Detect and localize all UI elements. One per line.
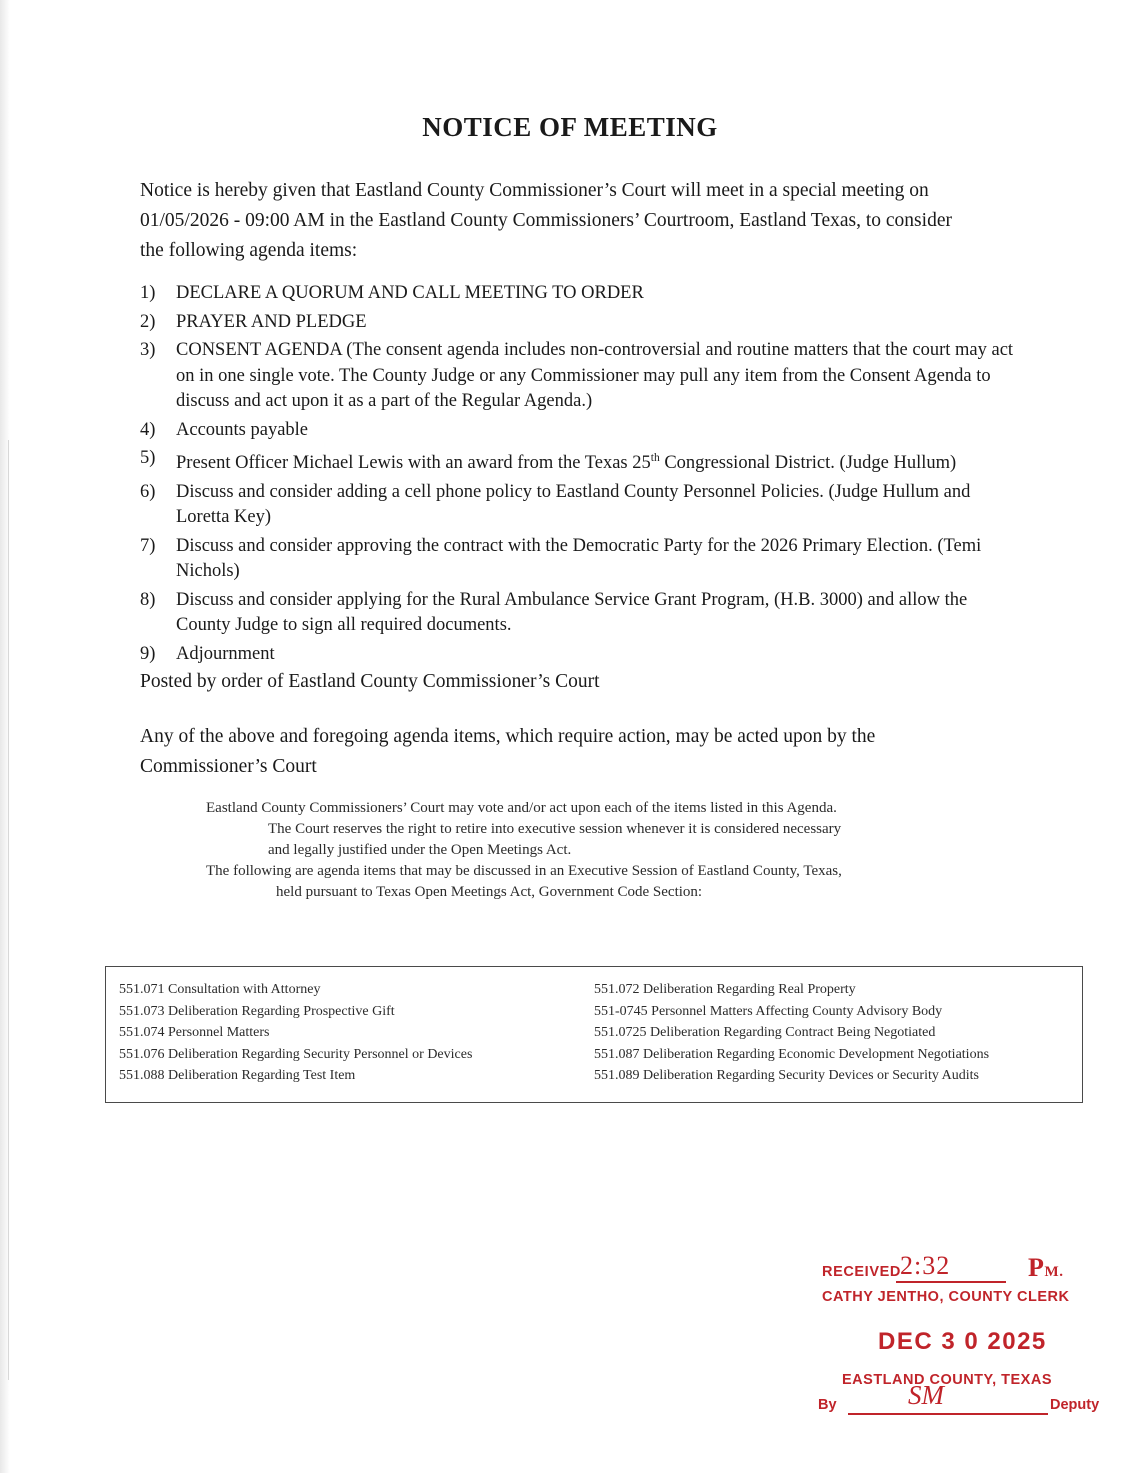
stamp-time-rule <box>896 1281 1006 1283</box>
action-note: Any of the above and foregoing agenda items, which require action, may be acted upon by the Commissioner’s Court <box>140 726 876 777</box>
list-item-number: 8) <box>140 589 156 610</box>
code-item: 551.087 Deliberation Regarding Economic Development Negotiations <box>594 1046 990 1062</box>
list-item-text: Adjournment <box>176 643 275 664</box>
list-item <box>140 534 1020 585</box>
code-item: 551.089 Deliberation Regarding Security Devices or Security Audits <box>594 1068 979 1083</box>
list-item <box>140 418 1020 444</box>
list-item-text: Discuss and consider adding a cell phone policy to Eastland County Personnel Policies. (Judge Hullum and Loretta Key) <box>176 481 971 528</box>
code-item: 551.072 Deliberation Regarding Real Property <box>594 982 856 997</box>
list-item-text: PRAYER AND PLEDGE <box>176 311 367 332</box>
list-item-number: 1) <box>140 283 156 303</box>
executive-note-line: The Court reserves the right to retire into executive session whenever it is considered necessary <box>268 821 842 837</box>
stamp-county: EASTLAND COUNTY, TEXAS <box>842 1372 1052 1388</box>
list-item-text: Accounts payable <box>176 419 309 440</box>
stamp-by-label: By <box>818 1397 837 1413</box>
list-item-number: 2) <box>140 311 156 332</box>
list-item-text: DECLARE A QUORUM AND CALL MEETING TO ORDER <box>176 283 644 303</box>
list-item <box>140 310 1020 336</box>
list-item-text: CONSENT AGENDA (The consent agenda includes non-controversial and routine matters that the court may act on in one single vote. The County Judge or any Commissioner may pull any item from the Consent Agenda to discuss and act upon it as a part of the Regular Agenda.) <box>176 340 1014 411</box>
stamp-meridiem <box>1028 1253 1064 1283</box>
posted-by-line: Posted by order of Eastland County Commissioner’s Court <box>140 671 600 692</box>
stamp-received-row <box>800 1251 1090 1285</box>
code-item: 551.074 Personnel Matters <box>119 1025 270 1040</box>
code-item: 551.076 Deliberation Regarding Security Personnel or Devices <box>119 1046 473 1062</box>
list-item-number: 5) <box>140 448 156 468</box>
list-item-number: 9) <box>140 643 156 664</box>
code-item: 551.0725 Deliberation Regarding Contract Being Negotiated <box>594 1025 936 1040</box>
list-item <box>140 281 1020 307</box>
executive-note-line: The following are agenda items that may be discussed in an Executive Session of Eastland County, Texas, <box>206 863 842 879</box>
government-code-box <box>105 966 1083 1103</box>
list-item <box>140 642 1020 668</box>
list-item-text: Discuss and consider applying for the Rural Ambulance Service Grant Program, (H.B. 3000) and allow the County Judge to sign all required documents. <box>176 589 968 636</box>
executive-note-line: held pursuant to Texas Open Meetings Act, Government Code Section: <box>276 884 703 900</box>
code-item: 551.088 Deliberation Regarding Test Item <box>119 1068 356 1083</box>
executive-session-note <box>206 798 1006 903</box>
stamp-received-label: RECEIVED <box>822 1264 901 1280</box>
list-item-number: 6) <box>140 481 156 502</box>
list-item <box>140 446 1020 477</box>
agenda-list <box>140 281 1020 670</box>
stamp-signature-rule <box>848 1413 1048 1415</box>
code-column-left <box>119 979 594 1087</box>
list-item <box>140 338 1020 415</box>
executive-note-line: and legally justified under the Open Meetings Act. <box>268 842 572 858</box>
stamp-deputy-label: Deputy <box>1050 1397 1100 1413</box>
stamp-time-value: 2:32 <box>900 1251 951 1280</box>
list-item <box>140 588 1020 639</box>
stamp-clerk-name: CATHY JENTHO, COUNTY CLERK <box>822 1289 1070 1305</box>
executive-note-line: Eastland County Commissioners’ Court may vote and/or act upon each of the items listed in this Agenda. <box>206 800 837 816</box>
list-item-text: Present Officer Michael Lewis with an award from the Texas 25th Congressional District. (Judge Hullum) <box>176 452 957 474</box>
code-item: 551.071 Consultation with Attorney <box>119 982 321 997</box>
stamp-date: DEC 3 0 2025 <box>878 1328 1047 1355</box>
code-item: 551-0745 Personnel Matters Affecting County Advisory Body <box>594 1003 943 1019</box>
stamp-signature: SM <box>908 1380 944 1410</box>
received-stamp <box>800 1251 1100 1413</box>
stamp-meridiem-suffix: M. <box>1044 1264 1064 1280</box>
code-column-right <box>594 979 1071 1087</box>
list-item <box>140 480 1020 531</box>
intro-paragraph: Notice is hereby given that Eastland County Commissioner’s Court will meet in a special meeting on 01/05/2026 - 09:00 AM in the Eastland County Commissioners’ Courtroom, Eastland Texas, to consider the following agenda items: <box>140 180 952 261</box>
code-item: 551.073 Deliberation Regarding Prospective Gift <box>119 1003 395 1019</box>
list-item-number: 3) <box>140 340 156 360</box>
list-item-number: 4) <box>140 419 156 440</box>
list-item-number: 7) <box>140 535 156 556</box>
page-title: NOTICE OF MEETING <box>422 112 718 142</box>
stamp-meridiem-letter: P <box>1028 1253 1045 1282</box>
list-item-text: Discuss and consider approving the contract with the Democratic Party for the 2026 Primary Election. (Temi Nichols) <box>176 535 982 582</box>
